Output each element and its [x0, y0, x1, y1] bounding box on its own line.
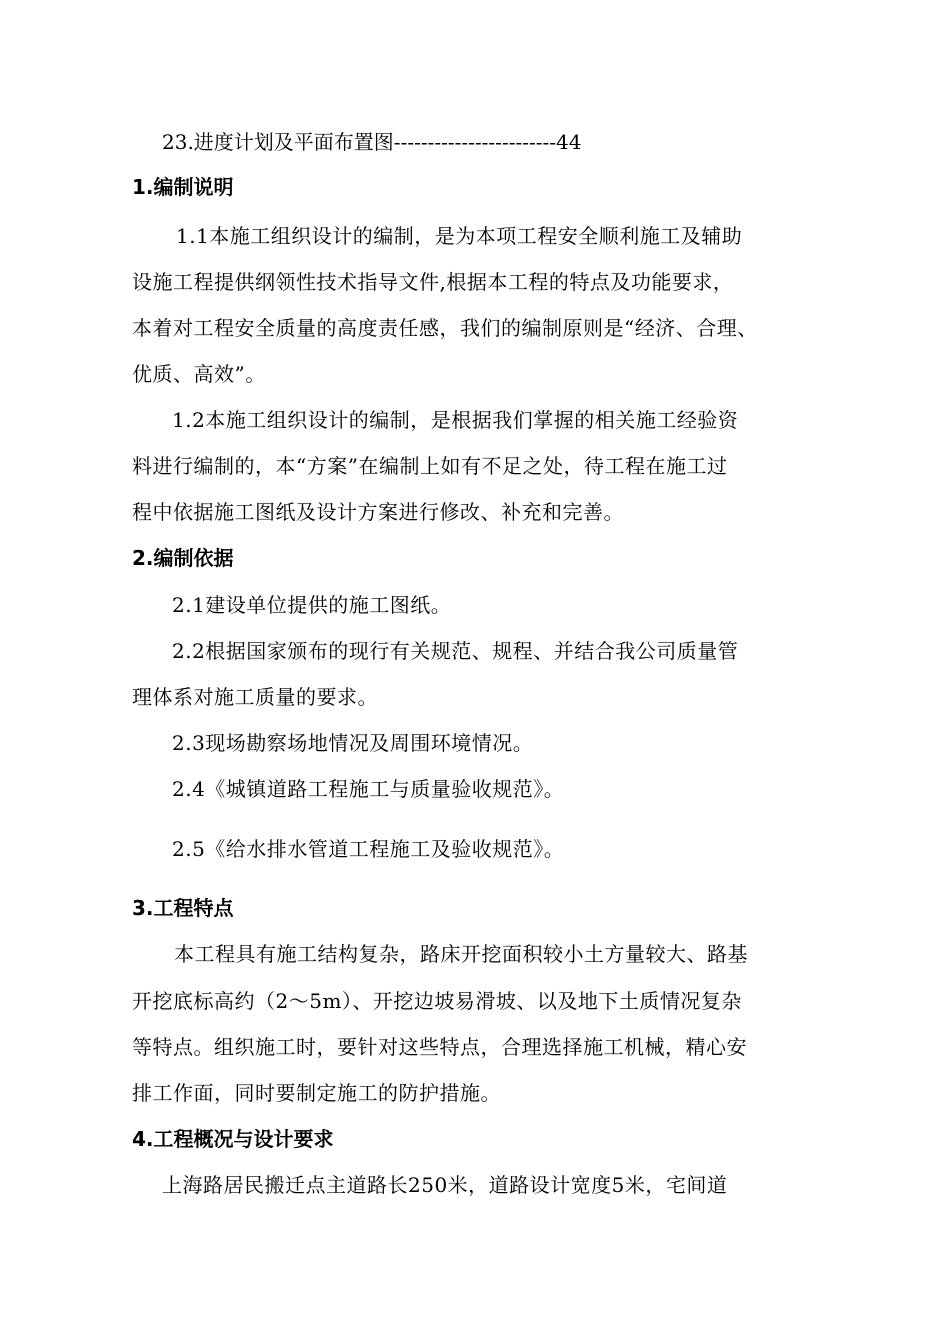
paragraph-line: 上海路居民搬迁点主道路长250米，道路设计宽度5米，宅间道 [162, 1173, 728, 1197]
paragraph-line: 等特点。组织施工时，要针对这些特点，合理选择施工机械，精心安 [132, 1035, 747, 1059]
paragraph-line: 2.4《城镇道路工程施工与质量验收规范》。 [172, 777, 565, 801]
paragraph-line: 2.2根据国家颁布的现行有关规范、规程、并结合我公司质量管 [172, 639, 739, 663]
paragraph-line: 理体系对施工质量的要求。 [132, 685, 378, 709]
paragraph-line: 本工程具有施工结构复杂，路床开挖面积较小土方量较大、路基 [174, 942, 748, 966]
paragraph-line: 程中依据施工图纸及设计方案进行修改、补充和完善。 [132, 500, 624, 524]
paragraph-line: 料进行编制的，本“方案”在编制上如有不足之处，待工程在施工过 [132, 454, 728, 478]
paragraph-line: 排工作面，同时要制定施工的防护措施。 [132, 1081, 501, 1105]
section-heading-2: 2.编制依据 [132, 546, 234, 570]
paragraph-line: 1.2本施工组织设计的编制，是根据我们掌握的相关施工经验资 [172, 408, 739, 432]
paragraph-line: 优质、高效”。 [132, 362, 266, 386]
paragraph-line: 2.1建设单位提供的施工图纸。 [172, 593, 452, 617]
paragraph-line: 本着对工程安全质量的高度责任感，我们的编制原则是“经济、合理、 [132, 316, 758, 340]
paragraph-line: 1.1本施工组织设计的编制，是为本项工程安全顺利施工及辅助 [176, 224, 743, 248]
section-heading-3: 3.工程特点 [132, 896, 234, 920]
section-heading-1: 1.编制说明 [132, 175, 234, 199]
toc-entry: 23.进度计划及平面布置图------------------------44 [162, 130, 582, 154]
section-heading-4: 4.工程概况与设计要求 [132, 1127, 334, 1151]
paragraph-line: 开挖底标高约（2～5m）、开挖边坡易滑坡、以及地下土质情况复杂 [132, 989, 742, 1013]
paragraph-line: 设施工程提供纲领性技术指导文件,根据本工程的特点及功能要求， [132, 270, 734, 294]
paragraph-line: 2.3现场勘察场地情况及周围环境情况。 [172, 731, 534, 755]
paragraph-line: 2.5《给水排水管道工程施工及验收规范》。 [172, 837, 565, 861]
